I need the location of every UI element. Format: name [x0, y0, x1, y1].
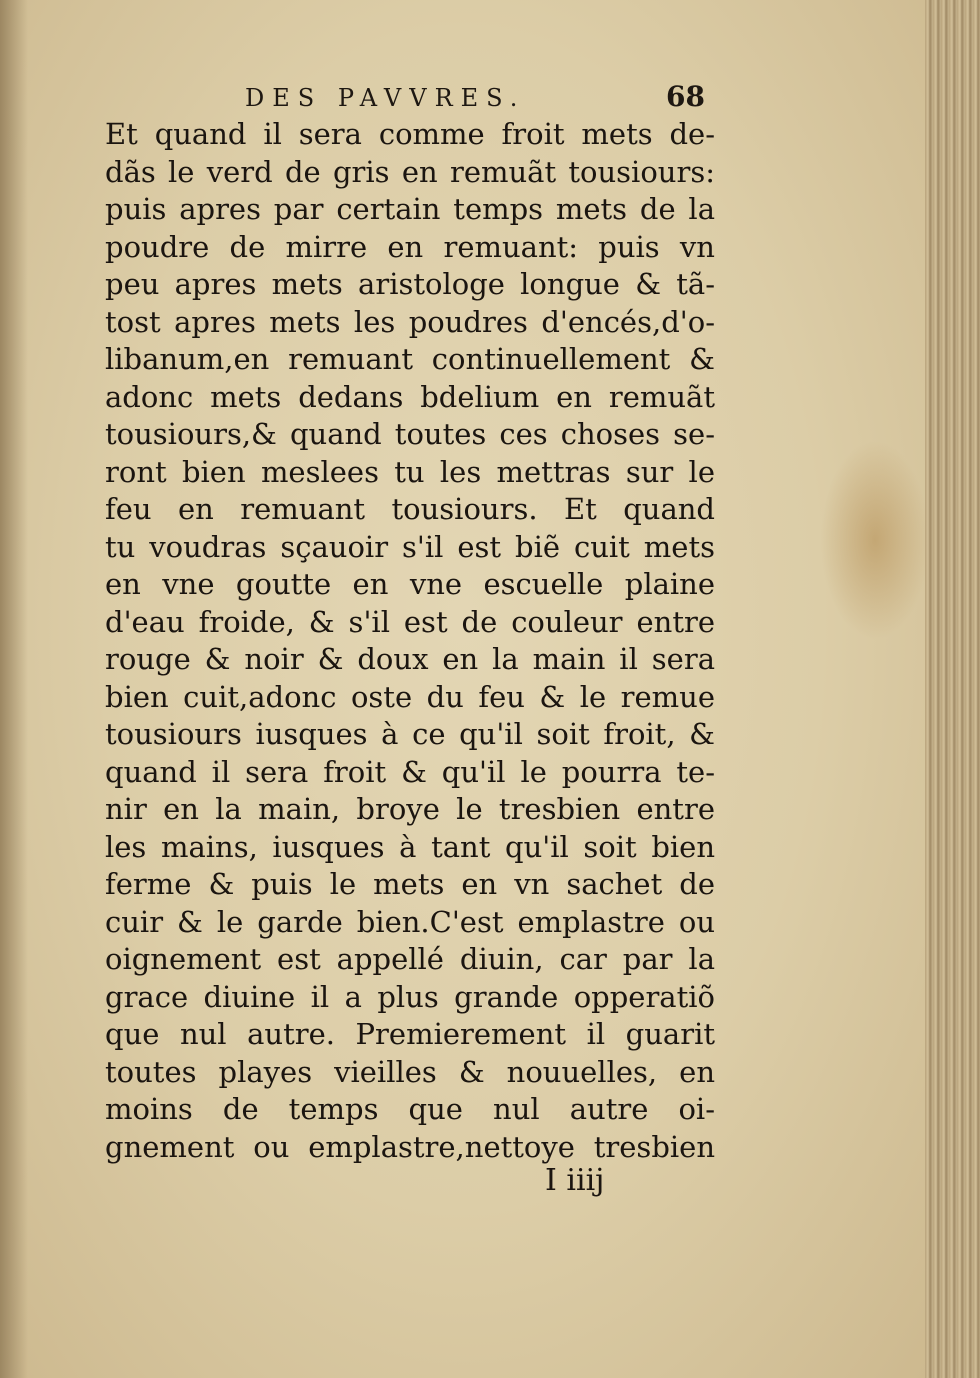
- text-line: tousiours,& quand toutes ces choses se-: [105, 417, 715, 451]
- text-line: peu apres mets aristologe longue & tã-: [105, 267, 715, 301]
- text-line: nir en la main, broye le tresbien entre: [105, 792, 715, 826]
- text-line: poudre de mirre en remuant: puis vn: [105, 229, 715, 264]
- water-stain: [820, 440, 930, 640]
- text-line: oignement est appellé diuin, car par la: [105, 942, 715, 976]
- text-line: dãs le verd de gris en remuãt tousiours:: [105, 154, 715, 189]
- running-head: DES PAVVRES.: [245, 84, 526, 112]
- text-line: d'eau froide, & s'il est de couleur entre: [105, 604, 715, 639]
- page-header: [245, 80, 715, 120]
- text-line: moins de temps que nul autre oi-: [105, 1092, 715, 1126]
- folio-number: 68: [666, 80, 705, 113]
- page-stack-edges: [925, 0, 980, 1378]
- text-line: grace diuine il a plus grande opperatiõ: [105, 979, 715, 1014]
- text-line: ferme & puis le mets en vn sachet de: [105, 867, 715, 901]
- text-line: tousiours iusques à ce qu'il soit froit, &: [105, 717, 715, 751]
- text-line: toutes playes vieilles & nouuelles, en: [105, 1054, 715, 1089]
- body-text: [105, 116, 715, 1166]
- text-line: Et quand il sera comme froit mets de-: [105, 117, 715, 151]
- text-line: puis apres par certain temps mets de la: [105, 192, 715, 226]
- text-line: tu voudras sçauoir s'il est biẽ cuit mets: [105, 529, 715, 564]
- page-gutter-shadow: [0, 0, 28, 1378]
- text-line: les mains, iusques à tant qu'il soit bien: [105, 829, 715, 864]
- text-line: tost apres mets les poudres d'encés,d'o-: [105, 304, 715, 339]
- text-line: quand il sera froit & qu'il le pourra te-: [105, 754, 715, 789]
- text-line: rouge & noir & doux en la main il sera: [105, 642, 715, 676]
- signature-mark: I iiij: [545, 1163, 605, 1198]
- text-line: que nul autre. Premierement il guarit: [105, 1017, 715, 1051]
- text-line: ront bien meslees tu les mettras sur le: [105, 454, 715, 489]
- text-line: libanum,en remuant continuellement &: [105, 342, 715, 376]
- text-line: bien cuit,adonc oste du feu & le remue: [105, 679, 715, 714]
- text-line: adonc mets dedans bdelium en remuãt: [105, 379, 715, 414]
- text-line: gnement ou emplastre,nettoye tresbien: [105, 1129, 715, 1164]
- text-line: en vne goutte en vne escuelle plaine: [105, 567, 715, 601]
- text-line: feu en remuant tousiours. Et quand: [105, 492, 715, 526]
- text-line: cuir & le garde bien.C'est emplastre ou: [105, 904, 715, 939]
